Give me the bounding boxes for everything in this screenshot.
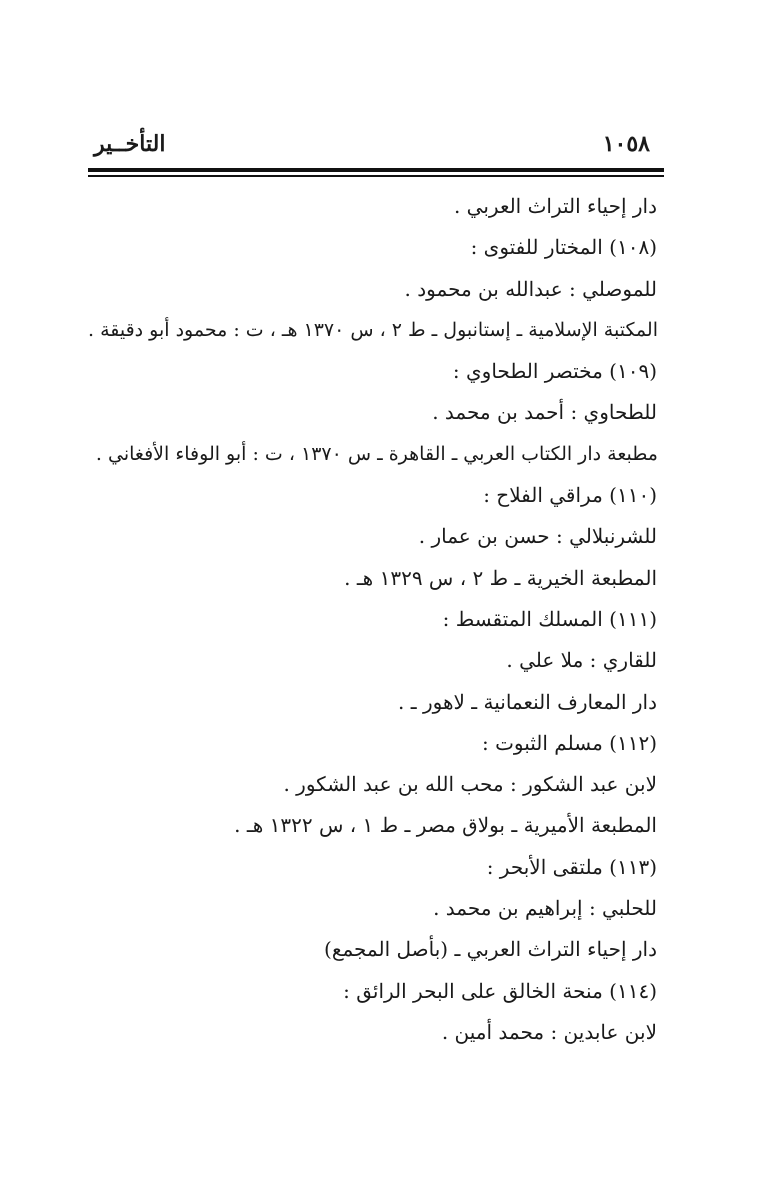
text-line: للحلبي : إبراهيم بن محمد . (433, 896, 657, 921)
text-line: المطبعة الخيرية ـ ط ٢ ، س ١٣٢٩ هـ . (344, 565, 657, 590)
entry-heading: (١١٠) مراقي الفلاح : (483, 483, 657, 508)
text-line: دار إحياء التراث العربي ـ (بأصل المجمع) (324, 937, 657, 962)
text-line: المكتبة الإسلامية ـ إستانبول ـ ط ٢ ، س ١٣٧٠ هـ ، ت : محمود أبو دقيقة . (87, 318, 658, 341)
entry-heading: (١١٢) مسلم الثبوت : (481, 730, 657, 755)
text-line: للطحاوي : أحمد بن محمد . (432, 400, 657, 425)
bibliography-list (87, 186, 658, 1053)
page-header (88, 128, 660, 164)
text-line: لابن عبد الشكور : محب الله بن عبد الشكور . (283, 772, 657, 797)
text-line: للشرنبلالي : حسن بن عمار . (418, 524, 657, 549)
header-rule-thick (88, 168, 664, 172)
text-line: للقاري : ملا علي . (506, 648, 657, 673)
text-line: مطبعة دار الكتاب العربي ـ القاهرة ـ س ١٣٧٠ ، ت : أبو الوفاء الأفغاني . (95, 442, 658, 465)
text-line: دار المعارف النعمانية ـ لاهور ـ . (398, 689, 657, 714)
entry-heading: (١١٣) ملتقى الأبحر : (486, 854, 657, 879)
entry-heading: (١١١) المسلك المتقسط : (442, 606, 657, 631)
text-line: المطبعة الأميرية ـ بولاق مصر ـ ط ١ ، س ١٣٢٢ هـ . (234, 813, 657, 838)
text-line: دار إحياء التراث العربي . (453, 194, 657, 218)
header-rule-thin (88, 175, 664, 177)
text-line: لابن عابدين : محمد أمين . (441, 1019, 657, 1044)
text-line: للموصلي : عبدالله بن محمود . (404, 276, 657, 301)
page-number: ١٠٥٨ (602, 131, 650, 157)
entry-heading: (١٠٩) مختصر الطحاوي : (452, 359, 657, 384)
entry-heading: (١٠٨) المختار للفتوى : (470, 235, 657, 260)
running-title: التأخــير (94, 131, 166, 157)
entry-heading: (١١٤) منحة الخالق على البحر الرائق : (343, 978, 657, 1003)
